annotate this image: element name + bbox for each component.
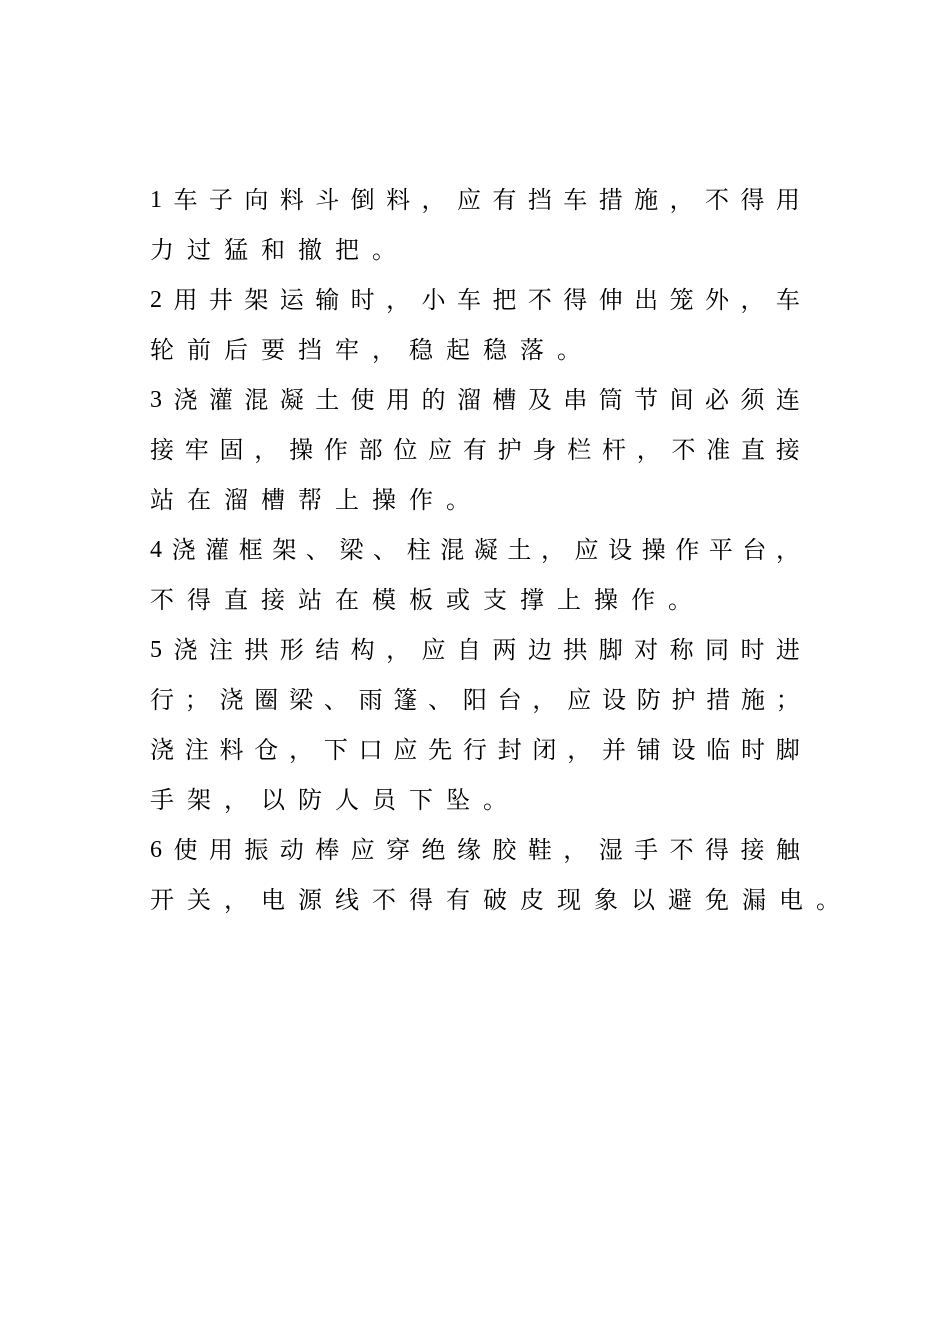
text-line: 2 用 井 架 运 输 时 ， 小 车 把 不 得 伸 出 笼 外 ， 车 xyxy=(150,286,800,314)
text-line: 开 关 ， 电 源 线 不 得 有 破 皮 现 象 以 避 免 漏 电 。 xyxy=(150,886,840,914)
text-line: 浇 注 料 仓 ， 下 口 应 先 行 封 闭 ， 并 铺 设 临 时 脚 xyxy=(150,736,800,764)
text-line: 接 牢 固 ， 操 作 部 位 应 有 护 身 栏 杆 ， 不 准 直 接 xyxy=(150,436,800,464)
text-line: 1 车 子 向 料 斗 倒 料 ， 应 有 挡 车 措 施 ， 不 得 用 xyxy=(150,186,800,214)
text-line: 力 过 猛 和 撤 把 。 xyxy=(150,236,396,264)
text-line: 5 浇 注 拱 形 结 构 ， 应 自 两 边 拱 脚 对 称 同 时 进 xyxy=(150,636,800,664)
text-line: 6 使 用 振 动 棒 应 穿 绝 缘 胶 鞋 ， 湿 手 不 得 接 触 xyxy=(150,836,800,864)
text-line: 轮 前 后 要 挡 牢 ， 稳 起 稳 落 。 xyxy=(150,336,581,364)
text-line: 站 在 溜 槽 帮 上 操 作 。 xyxy=(150,486,470,514)
text-line: 3 浇 灌 混 凝 土 使 用 的 溜 槽 及 串 筒 节 间 必 须 连 xyxy=(150,386,800,414)
text-line: 手 架 ， 以 防 人 员 下 坠 。 xyxy=(150,786,507,814)
text-line: 行 ； 浇 圈 梁 、 雨 篷 、 阳 台 ， 应 设 防 护 措 施 ； xyxy=(150,686,800,714)
document-body xyxy=(150,175,840,925)
text-line: 不 得 直 接 站 在 模 板 或 支 撑 上 操 作 。 xyxy=(150,586,692,614)
text-line: 4 浇 灌 框 架 、 梁 、 柱 混 凝 土 ， 应 设 操 作 平 台 ， xyxy=(150,536,800,564)
